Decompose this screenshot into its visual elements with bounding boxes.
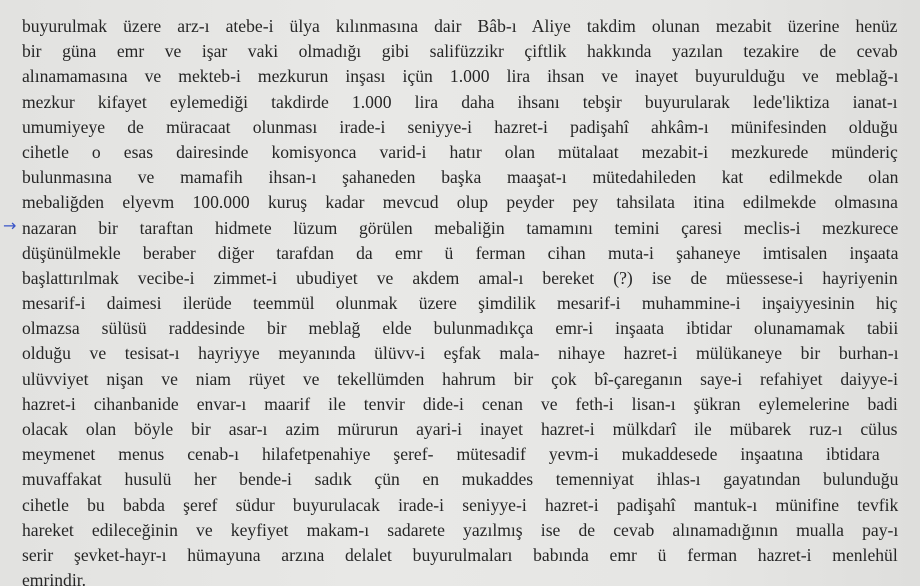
text-line-16: hazret-i cihanbanide envar-ı maarif ile tenvir dide-i cenan ve feth-i lisan-ı şükran eylemelerine badi (22, 393, 898, 414)
text-line-19: muvaffakat husulü her bende-i sadık çün en mukaddes temenniyat ihlas-ı gayatından bulunduğu (22, 469, 899, 490)
document-body-text (22, 14, 898, 586)
text-line-18: meymenet menus cenab-ı hilafetpenahiye şeref- mütesadif yevm-i mukaddesede inşaatına ibtidara (22, 444, 880, 465)
text-line-23: emrindir. (22, 570, 87, 586)
text-line-5: umumiyeye de müracaat olunması irade-i seniyye-i hazret-i padişahî ahkâm-ı münifesinden olduğu (22, 116, 898, 137)
text-line-2: bir güna emr ve işar vaki olmadığı gibi salifüzzikr çiftlik hakkında yazılan tezakire de cevab (22, 41, 898, 62)
text-line-20: cihetle bu babda şeref südur buyurulacak irade-i seniyye-i hazret-i padişahî mantuk-ı münifine tevfik (22, 494, 899, 515)
text-line-8: mebaliğden elyevm 100.000 kuruş kadar mevcud olup peyder pey tahsilata itina edilmekde olmasına (22, 192, 898, 213)
text-line-13: olmazsa sülüsü raddesinde bir meblağ elde bulunmadıkça emr-i inşaata ibtidar olunamamak tabii (22, 318, 899, 339)
text-line-4: mezkur kifayet eylemediği takdirde 1.000 lira daha ihsanı tebşir buyurularak lede'liktiza ianat-ı (22, 91, 898, 112)
text-line-11: başlattırılmak vecibe-i zimmet-i ubudiyet ve akdem amal-ı bereket (?) ise de müessese-i hayriyenin (22, 267, 898, 288)
text-line-6: cihetle o esas dairesinde komisyonca varid-i hatır olan mütalaat mezabit-i mezkurede münderiç (22, 141, 898, 162)
text-line-12: mesarif-i daimesi ilerüde teemmül olunmak üzere şimdilik mesarif-i muhammine-i inşaiyyesinin hiç (22, 293, 898, 314)
text-line-17: olacak olan böyle bir asar-ı azim mürurun ayari-i inayet hazret-i mülkdarî ile mübarek ruz-ı cülus (22, 419, 898, 439)
text-line-7: bulunmasına ve mamafih ihsan-ı şahaneden başka maaşat-ı mütedahileden kat edilmekde olan (22, 167, 899, 188)
text-line-9: nazaran bir taraftan hidmete lüzum görülen mebaliğin tamamını temini çaresi meclis-i mezkurece (22, 217, 899, 238)
text-line-21: hareket edileceğinin ve keyfiyet makam-ı sadarete yazılmış ise de cevab alınamadığının mualla pay-ı (22, 519, 899, 540)
text-line-22: serir şevket-hayr-ı hümayuna arzına delalet buyurulmaları babında emr ü ferman hazret-i menlehül (22, 544, 898, 565)
text-line-10: düşünülmekle beraber diğer tarafdan da emr ü ferman cihan muta-i şahaneye imtisalen inşaata (22, 242, 899, 263)
text-line-15: ulüvviyet nişan ve niam rüyet ve tekellümden hahrum bir çok bî-çareganın saye-i refahiyet daiyye-i (22, 368, 899, 389)
text-line-1: buyurulmak üzere arz-ı atebe-i ülya kılınmasına dair Bâb-ı Aliye takdim olunan mezabit üzerine henüz (22, 16, 898, 36)
margin-arrow-mark: → (3, 216, 17, 235)
text-line-3: alınamamasına ve mekteb-i mezkurun inşası içün 1.000 lira ihsan ve inayet buyurulduğu ve meblağ-ı (22, 66, 899, 87)
text-line-14: olduğu ve tesisat-ı hayriyye meyanında ülüvv-i eşfak mala- nihaye hazret-i mülükaneye bir burhan-ı (22, 343, 899, 364)
